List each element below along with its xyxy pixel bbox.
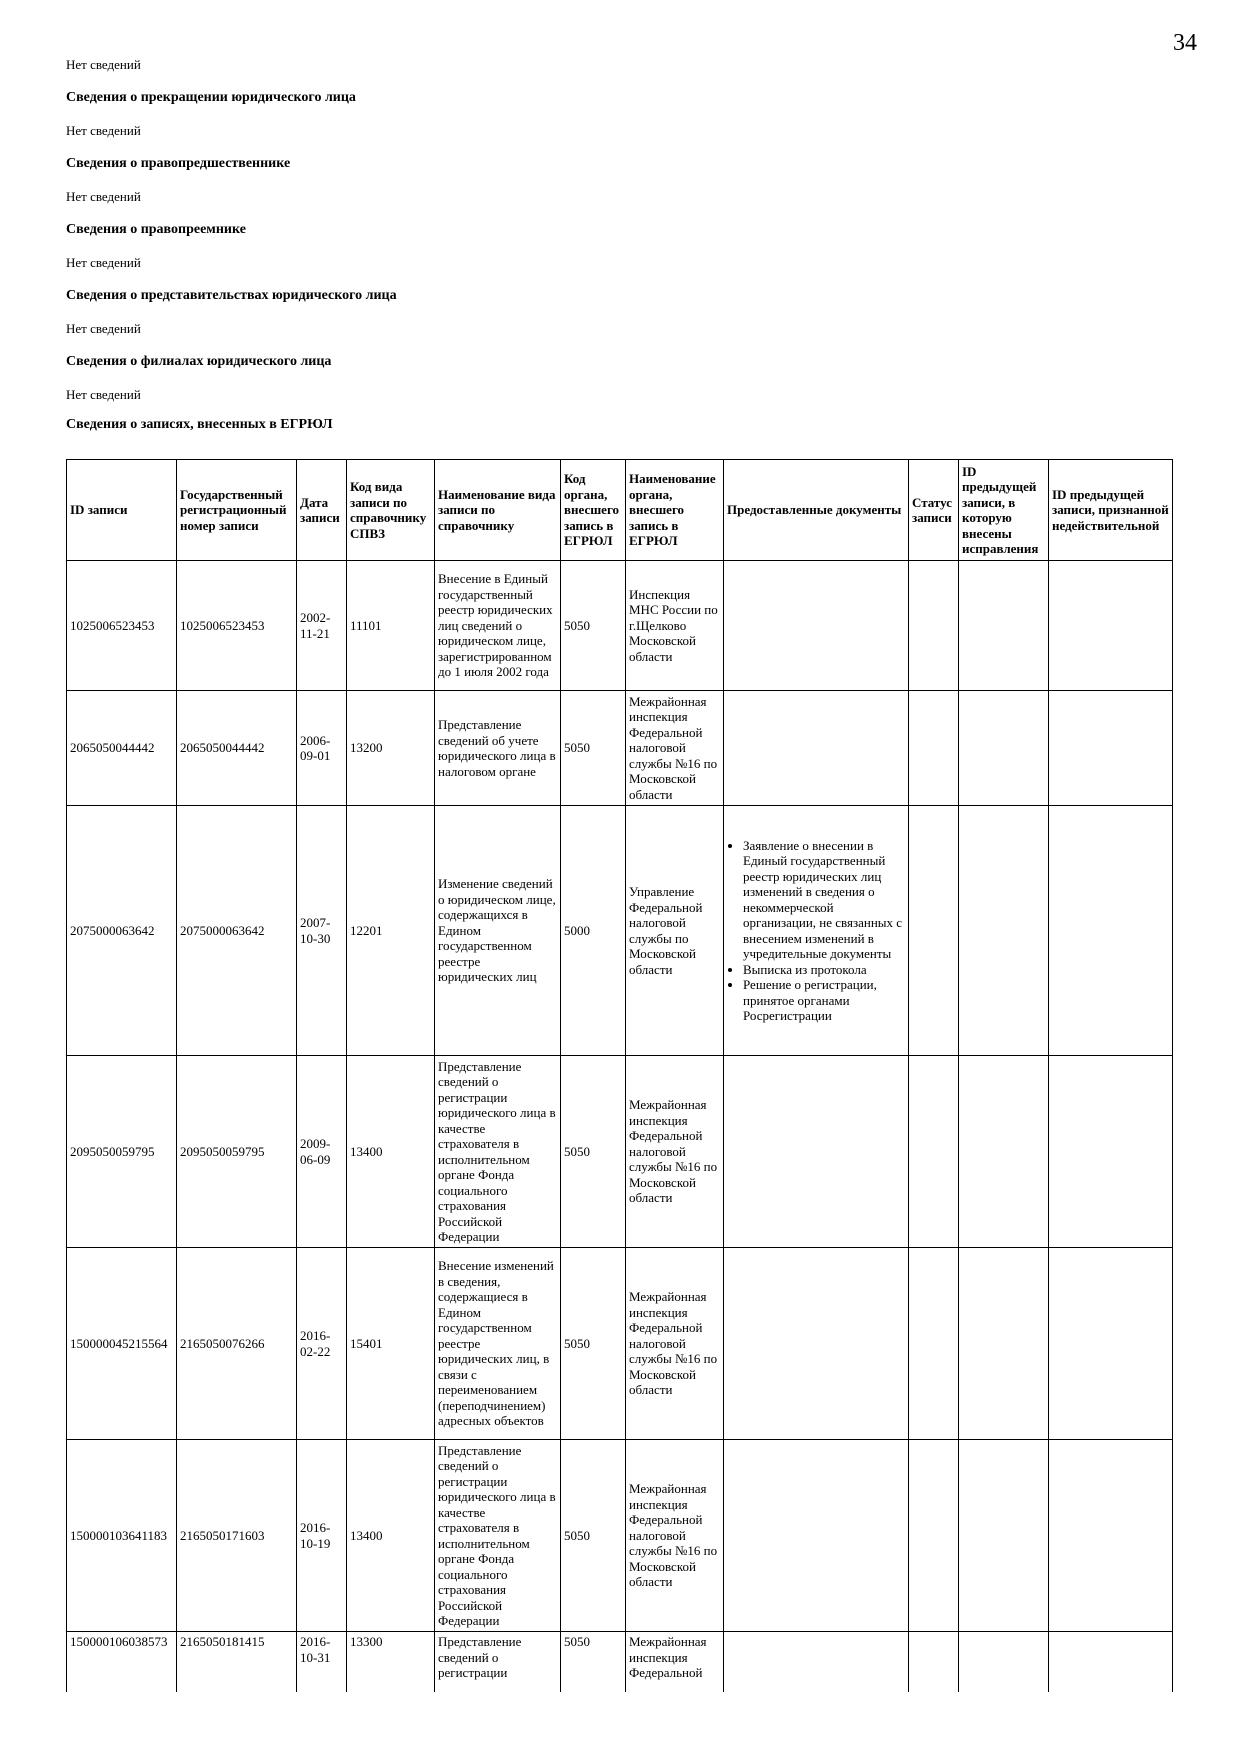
status-cell xyxy=(909,1056,959,1248)
org-name-cell: Межрайонная инспекция Федеральной xyxy=(626,1632,724,1693)
documents-cell xyxy=(724,1056,909,1248)
code-cell: 11101 xyxy=(347,561,435,691)
status-cell xyxy=(909,561,959,691)
org-code-cell: 5050 xyxy=(561,561,626,691)
record-id-cell: 2065050044442 xyxy=(67,691,177,806)
prev-fixed-cell xyxy=(959,1248,1049,1440)
table-row xyxy=(67,806,1173,1056)
documents-cell xyxy=(724,691,909,806)
record-type-name-cell: Внесение в Единый государственный реестр юридических лиц сведений о юридическом лице, зарегистрированном до 1 июля 2002 года xyxy=(435,561,561,691)
header-cell: ID записи xyxy=(67,460,177,561)
org-name-cell: Межрайонная инспекция Федеральной налоговой службы №16 по Московской области xyxy=(626,691,724,806)
status-cell xyxy=(909,806,959,1056)
prev-invalid-cell xyxy=(1049,1248,1173,1440)
org-code-cell: 5050 xyxy=(561,1248,626,1440)
no-data-text: Нет сведений xyxy=(66,57,141,72)
date-cell: 2007-10-30 xyxy=(297,806,347,1056)
header-cell: ID предыдущей записи, признанной недействительной xyxy=(1049,460,1173,561)
date-cell: 2006-09-01 xyxy=(297,691,347,806)
document-item: • Выписка из протокола xyxy=(743,962,905,978)
prev-invalid-cell xyxy=(1049,1440,1173,1632)
status-cell xyxy=(909,1632,959,1693)
record-type-name-cell: Внесение изменений в сведения, содержащиеся в Едином государственном реестре юридических лиц, в связи с переименованием (переподчинением) адресных объектов xyxy=(435,1248,561,1440)
table-row xyxy=(67,1440,1173,1632)
code-cell: 13200 xyxy=(347,691,435,806)
prev-invalid-cell xyxy=(1049,1632,1173,1693)
record-type-name-cell: Представление сведений об учете юридического лица в налоговом органе xyxy=(435,691,561,806)
prev-fixed-cell xyxy=(959,1632,1049,1693)
section-title-predecessor: Сведения о правопредшественнике xyxy=(66,156,291,171)
org-code-cell: 5050 xyxy=(561,1632,626,1693)
header-cell: Государственный регистрационный номер записи xyxy=(177,460,297,561)
record-type-name-cell: Изменение сведений о юридическом лице, содержащихся в Едином государственном реестре юридических лиц xyxy=(435,806,561,1056)
section-title-representative-offices: Сведения о представительствах юридического лица xyxy=(66,288,397,303)
org-name-cell: Межрайонная инспекция Федеральной налоговой службы №16 по Московской области xyxy=(626,1056,724,1248)
prev-invalid-cell xyxy=(1049,691,1173,806)
code-cell: 12201 xyxy=(347,806,435,1056)
grn-cell: 2165050181415 xyxy=(177,1632,297,1693)
record-id-cell: 1025006523453 xyxy=(67,561,177,691)
code-cell: 13400 xyxy=(347,1440,435,1632)
org-name-cell: Межрайонная инспекция Федеральной налоговой службы №16 по Московской области xyxy=(626,1248,724,1440)
org-code-cell: 5050 xyxy=(561,691,626,806)
no-data-text: Нет сведений xyxy=(66,255,141,270)
prev-invalid-cell xyxy=(1049,561,1173,691)
org-code-cell: 5050 xyxy=(561,1056,626,1248)
prev-fixed-cell xyxy=(959,691,1049,806)
record-type-name-cell: Представление сведений о регистрации юридического лица в качестве страхователя в исполнительном органе Фонда социального страхования Российской Федерации xyxy=(435,1440,561,1632)
table-row xyxy=(67,561,1173,691)
section-title-records: Сведения о записях, внесенных в ЕГРЮЛ xyxy=(66,417,333,432)
no-data-text: Нет сведений xyxy=(66,321,141,336)
date-cell: 2009-06-09 xyxy=(297,1056,347,1248)
prev-invalid-cell xyxy=(1049,806,1173,1056)
documents-cell xyxy=(724,1632,909,1693)
header-cell: ID предыдущей записи, в которую внесены исправления xyxy=(959,460,1049,561)
no-data-text: Нет сведений xyxy=(66,387,141,402)
header-cell: Код органа, внесшего запись в ЕГРЮЛ xyxy=(561,460,626,561)
table-row xyxy=(67,691,1173,806)
date-cell: 2002-11-21 xyxy=(297,561,347,691)
org-name-cell: Инспекция МНС России по г.Щелково Московской области xyxy=(626,561,724,691)
document-content xyxy=(66,55,1172,1692)
records-table xyxy=(66,459,1173,1692)
header-cell: Наименование вида записи по справочнику xyxy=(435,460,561,561)
code-cell: 13300 xyxy=(347,1632,435,1693)
prev-fixed-cell xyxy=(959,1056,1049,1248)
date-cell: 2016-10-19 xyxy=(297,1440,347,1632)
status-cell xyxy=(909,1440,959,1632)
table-row xyxy=(67,1632,1173,1693)
header-cell: Дата записи xyxy=(297,460,347,561)
org-code-cell: 5000 xyxy=(561,806,626,1056)
grn-cell: 2065050044442 xyxy=(177,691,297,806)
record-id-cell: 2095050059795 xyxy=(67,1056,177,1248)
header-cell: Предоставленные документы xyxy=(724,460,909,561)
documents-cell xyxy=(724,1440,909,1632)
org-code-cell: 5050 xyxy=(561,1440,626,1632)
section-title-termination: Сведения о прекращении юридического лица xyxy=(66,90,356,105)
document-item: • Решение о регистрации, принятое органами Росрегистрации xyxy=(743,977,905,1024)
record-id-cell: 150000106038573 xyxy=(67,1632,177,1693)
record-id-cell: 150000045215564 xyxy=(67,1248,177,1440)
prev-fixed-cell xyxy=(959,806,1049,1056)
status-cell xyxy=(909,691,959,806)
grn-cell: 2165050171603 xyxy=(177,1440,297,1632)
header-cell: Наименование органа, внесшего запись в ЕГРЮЛ xyxy=(626,460,724,561)
documents-cell xyxy=(724,1248,909,1440)
prev-invalid-cell xyxy=(1049,1056,1173,1248)
code-cell: 13400 xyxy=(347,1056,435,1248)
org-name-cell: Управление Федеральной налоговой службы по Московской области xyxy=(626,806,724,1056)
table-row xyxy=(67,1056,1173,1248)
grn-cell: 2165050076266 xyxy=(177,1248,297,1440)
date-cell: 2016-02-22 xyxy=(297,1248,347,1440)
status-cell xyxy=(909,1248,959,1440)
prev-fixed-cell xyxy=(959,561,1049,691)
documents-list xyxy=(727,838,905,1024)
section-title-successor: Сведения о правопреемнике xyxy=(66,222,246,237)
documents-cell xyxy=(724,806,909,1056)
header-cell: Статус записи xyxy=(909,460,959,561)
header-cell: Код вида записи по справочнику СПВЗ xyxy=(347,460,435,561)
table-header-row xyxy=(67,460,1173,561)
document-item: • Заявление о внесении в Единый государственный реестр юридических лиц изменений в сведения о некоммерческой организации, не связанных с внесением изменений в учредительные документы xyxy=(743,838,905,962)
record-type-name-cell: Представление сведений о регистрации юридического лица в качестве страхователя в исполнительном органе Фонда социального страхования Российской Федерации xyxy=(435,1056,561,1248)
record-id-cell: 2075000063642 xyxy=(67,806,177,1056)
prev-fixed-cell xyxy=(959,1440,1049,1632)
page-number: 34 xyxy=(1173,30,1197,56)
no-data-text: Нет сведений xyxy=(66,189,141,204)
grn-cell: 1025006523453 xyxy=(177,561,297,691)
code-cell: 15401 xyxy=(347,1248,435,1440)
grn-cell: 2075000063642 xyxy=(177,806,297,1056)
date-cell: 2016-10-31 xyxy=(297,1632,347,1693)
documents-cell xyxy=(724,561,909,691)
no-data-text: Нет сведений xyxy=(66,123,141,138)
table-row xyxy=(67,1248,1173,1440)
section-title-branches: Сведения о филиалах юридического лица xyxy=(66,354,332,369)
org-name-cell: Межрайонная инспекция Федеральной налоговой службы №16 по Московской области xyxy=(626,1440,724,1632)
record-id-cell: 150000103641183 xyxy=(67,1440,177,1632)
grn-cell: 2095050059795 xyxy=(177,1056,297,1248)
record-type-name-cell: Представление сведений о регистрации xyxy=(435,1632,561,1693)
